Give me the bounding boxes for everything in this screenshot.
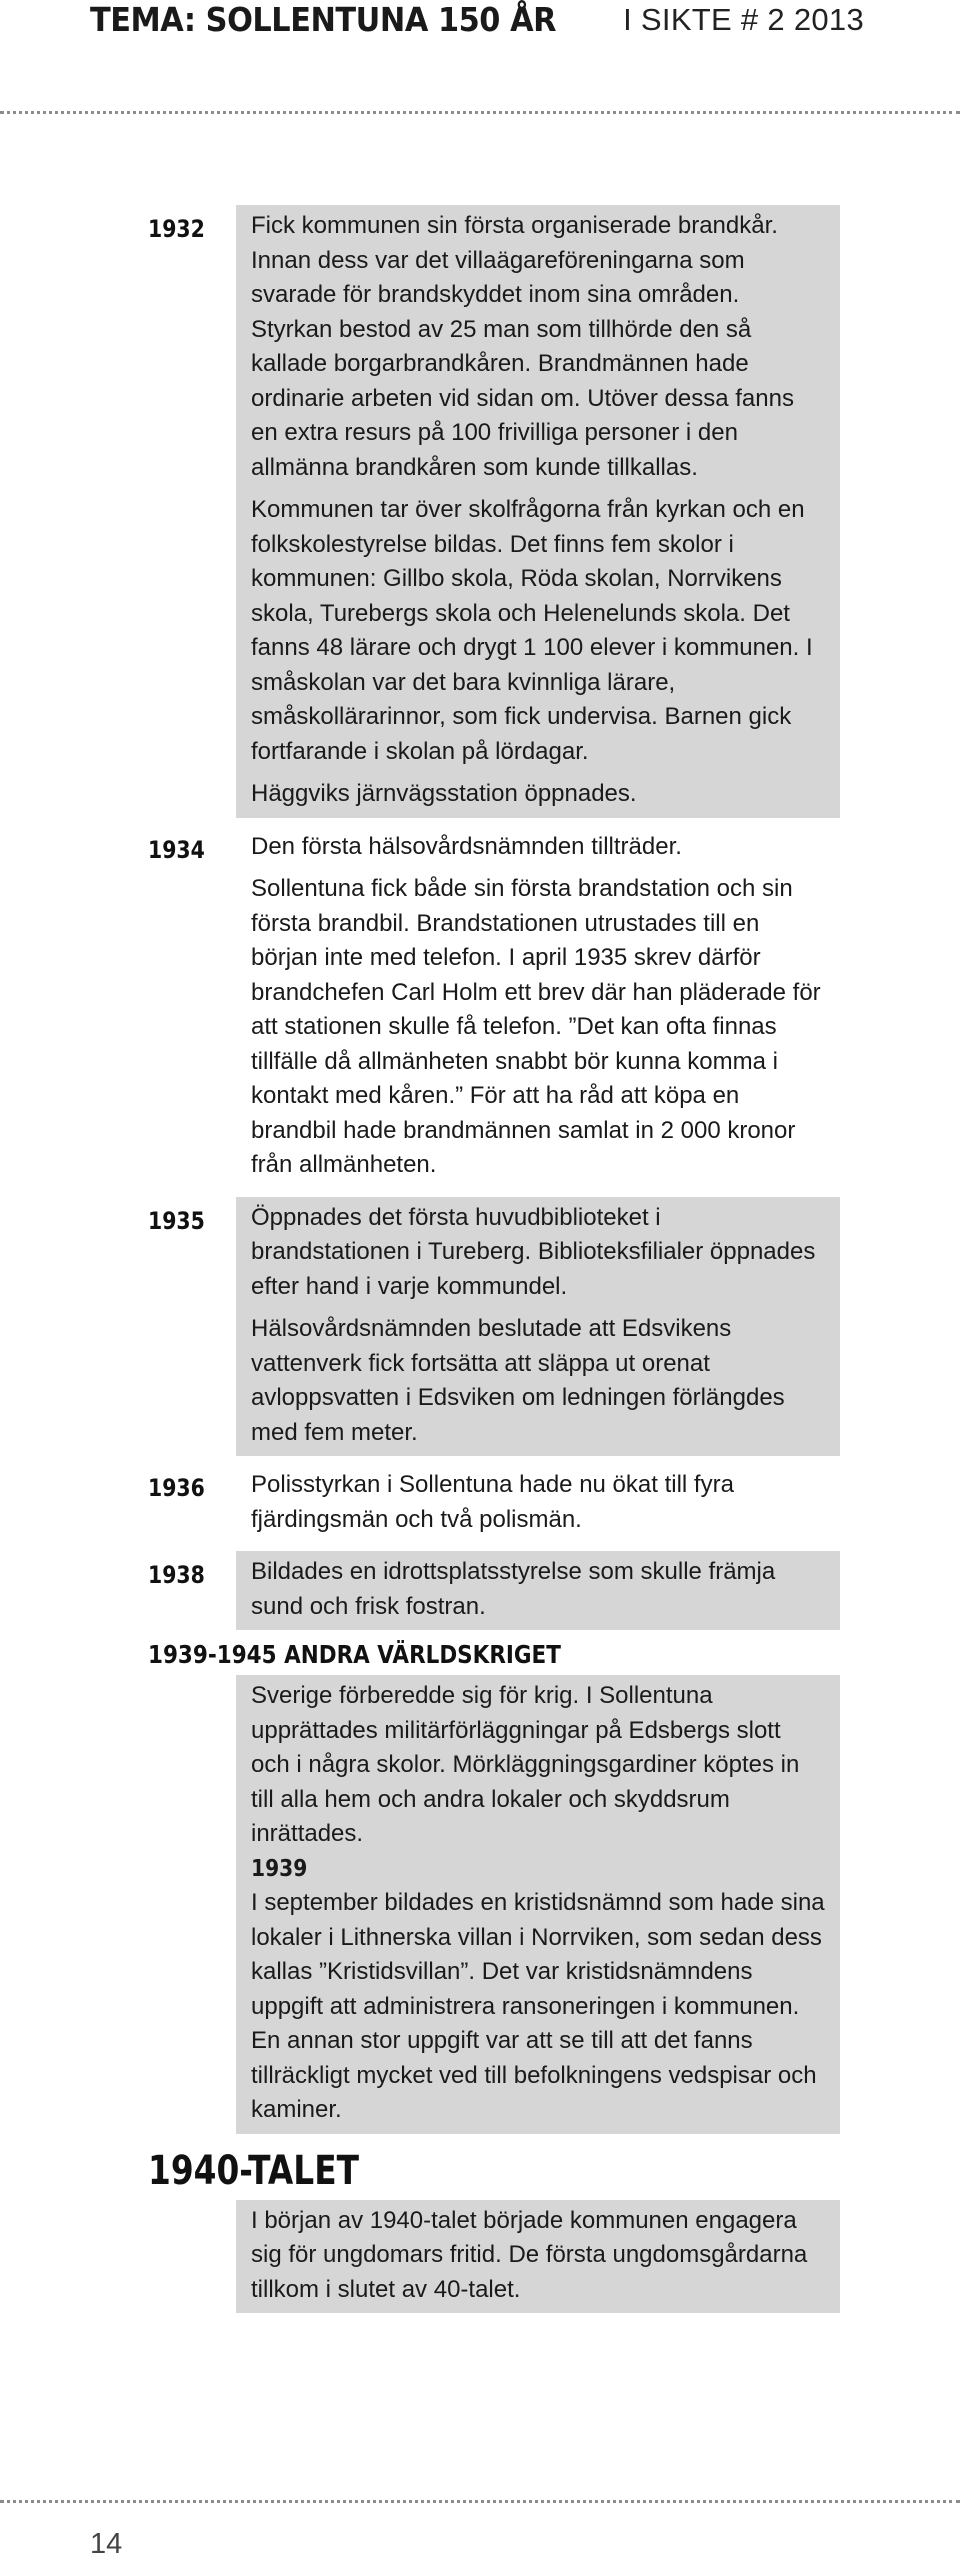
bottom-dotted-divider [0,2500,960,2503]
entry-year: 1935 [148,1206,205,1235]
timeline-entry-1936 [0,1464,960,1543]
entry-text-box [236,1551,840,1630]
entry-paragraph: Fick kommunen sin första organiserade brandkår. Innan dess var det villaägareföreningarna som svarade för brandskyddet inom sina områden. Styrkan bestod av 25 man som tillhörde den så kallade borgarbrandkåren. Brandmännen hade ordinarie arbeten vid sidan om. Utöver dessa fanns en extra resurs på 100 frivilliga personer i den allmänna brandkåren som kunde tillkallas. [251,212,794,481]
timeline-entry-1935 [0,1197,960,1457]
entry-text-box [236,1675,840,2134]
entry-text-box [236,205,840,818]
entry-text-box [236,826,840,1189]
entry-subyear: 1939 [251,1855,308,1882]
timeline-entry-1940s [0,2200,960,2314]
entry-paragraph: Bildades en idrottsplatsstyrelse som skulle främja sund och frisk fostran. [251,1558,776,1620]
decade-heading: 1940-TALET [148,2147,359,2194]
war-section-heading: 1939-1945 ANDRA VÄRLDSKRIGET [148,1640,561,1669]
entry-year: 1934 [148,835,205,864]
entry-year: 1938 [148,1561,205,1589]
entry-text-box [236,1197,840,1457]
entry-text-box [236,1464,840,1543]
entry-text-box [236,2200,840,2314]
entry-year: 1932 [148,215,205,243]
entry-paragraph: Polisstyrkan i Sollentuna hade nu ökat till fyra fjärdingsmän och två polismän. [251,1471,734,1533]
issue-label: I SIKTE # 2 2013 [623,2,864,37]
timeline-entry-1934 [0,826,960,1189]
top-dotted-divider [0,111,960,114]
entry-paragraph: I september bildades en kristidsnämnd som hade sina lokaler i Lithnerska villan i Norrviken, som sedan dess kallas ”Kristidsvillan”. Det var kristidsnämndens uppgift att administrera ransoneringen i kommunen. En annan stor uppgift var att se till att det fanns tillräckligt mycket ved till befolkningens vedspisar och kaminer. [251,1889,825,2123]
entry-year: 1936 [148,1474,205,1502]
entry-paragraph: Öppnades det första huvudbiblioteket i brandstationen i Tureberg. Biblioteksfilialer öppnades efter hand i varje kommundel. [251,1203,816,1300]
page-header [0,0,960,118]
entry-paragraph: Sverige förberedde sig för krig. I Sollentuna upprättades militärförläggningar på Edsbergs slott och i några skolor. Mörkläggningsgardiner köptes in till alla hem och andra lokaler och skyddsrum inrättades. [251,1682,800,1847]
entry-paragraph: Den första hälsovårdsnämnden tillträder. [251,832,682,860]
page-number: 14 [90,2528,123,2560]
timeline-entry-1938 [0,1551,960,1630]
entry-paragraph: Hälsovårdsnämnden beslutade att Edsvikens vattenverk fick fortsätta att släppa ut orenat avloppsvatten i Edsviken om ledningen förlängdes med fem meter. [251,1315,785,1446]
timeline [0,205,960,2321]
entry-paragraph: Kommunen tar över skolfrågorna från kyrkan och en folkskolestyrelse bildas. Det finns fem skolor i kommunen: Gillbo skola, Röda skolan, Norrvikens skola, Turebergs skola och Helenelunds skola. Det fanns 48 lärare och drygt 1 100 elever i kommunen. I småskolan var det bara kvinnliga lärare, småskollärarinnor, som fick undervisa. Barnen gick fortfarande i skolan på lördagar. [251,496,813,765]
entry-paragraph: Häggviks järnvägsstation öppnades. [251,780,637,807]
timeline-entry-1932 [0,205,960,818]
entry-paragraph: I början av 1940-talet började kommunen engagera sig för ungdomars fritid. De första ungdomsgårdarna tillkom i slutet av 40-talet. [251,2206,808,2303]
section-title: TEMA: SOLLENTUNA 150 ÅR [90,0,557,39]
entry-paragraph: Sollentuna fick både sin första brandstation och sin första brandbil. Brandstationen utrustades till en början inte med telefon. I april 1935 skrev därför brandchefen Carl Holm ett brev där han pläderade för att stationen skulle få telefon. ”Det kan ofta finnas tillfälle då allmänheten snabbt bör kunna komma i kontakt med kåren.” För att ha råd att köpa en brandbil hade brandmännen samlat in 2 000 kronor från allmänheten. [251,875,821,1178]
timeline-entry-war [0,1675,960,2134]
